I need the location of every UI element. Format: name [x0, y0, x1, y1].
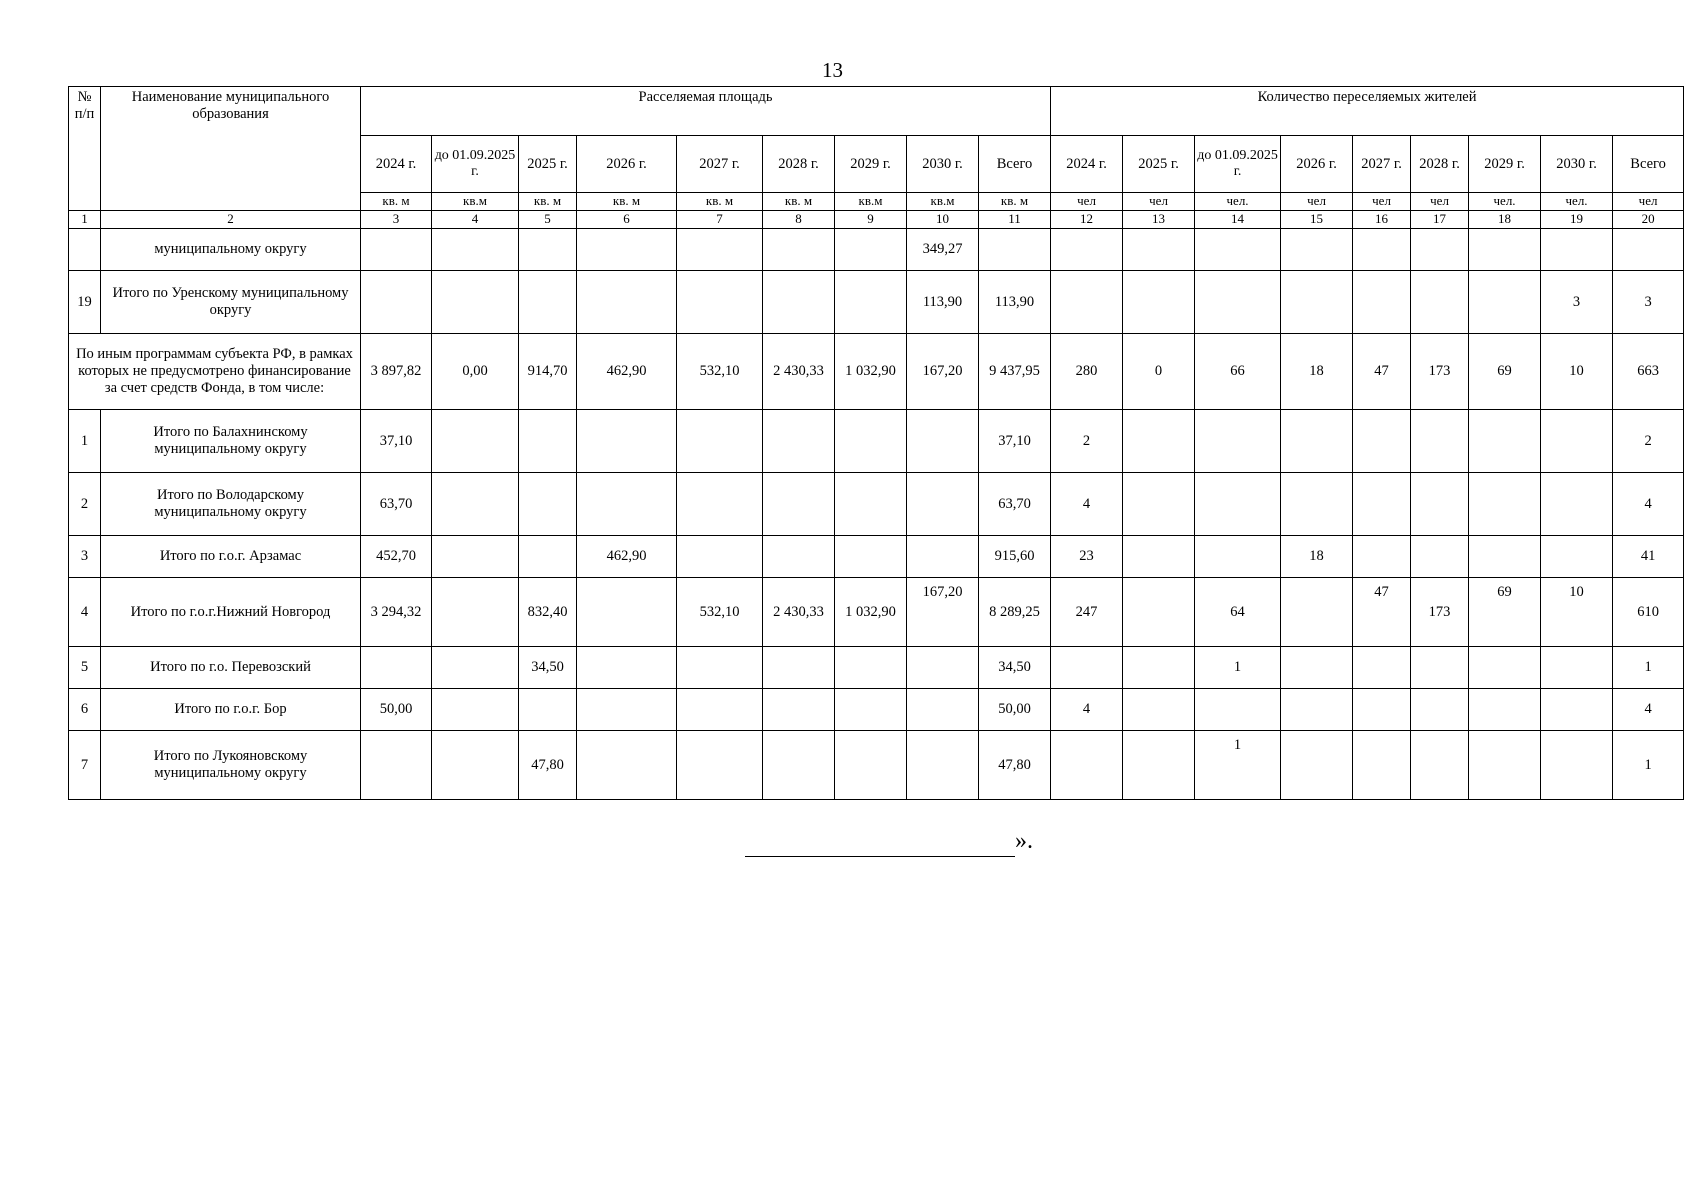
row-cell: [1051, 731, 1123, 800]
row-cell: [1195, 229, 1281, 271]
column-number: 9: [835, 211, 907, 229]
column-number: 7: [677, 211, 763, 229]
column-number: 15: [1281, 211, 1353, 229]
row-cell: 173: [1411, 578, 1469, 647]
header-residents-year: 2025 г.: [1123, 136, 1195, 193]
column-number: 17: [1411, 211, 1469, 229]
table-row: [69, 731, 1684, 800]
row-cell: [1469, 536, 1541, 578]
row-cell: 167,20: [907, 578, 979, 647]
column-number: 3: [361, 211, 432, 229]
column-number: 5: [519, 211, 577, 229]
row-cell: [1411, 271, 1469, 334]
row-cell: [1281, 578, 1353, 647]
row-cell: [1469, 229, 1541, 271]
row-cell: [1541, 689, 1613, 731]
row-cell: 462,90: [577, 536, 677, 578]
row-cell: [1051, 647, 1123, 689]
row-cell: [432, 536, 519, 578]
row-name: Итого по Володарскому муниципальному округу: [101, 473, 361, 536]
row-cell: [835, 647, 907, 689]
row-cell: [1411, 473, 1469, 536]
summary-cell: 532,10: [677, 334, 763, 410]
row-cell: 4: [1613, 689, 1684, 731]
row-cell: 8 289,25: [979, 578, 1051, 647]
resettlement-table: [68, 86, 1684, 800]
row-cell: [1123, 578, 1195, 647]
row-cell: [1353, 536, 1411, 578]
row-cell: [1469, 410, 1541, 473]
row-cell: [1281, 229, 1353, 271]
table-row: [69, 229, 1684, 271]
row-cell: [519, 410, 577, 473]
closing-underline: [745, 832, 1015, 857]
header-area-unit: кв.м: [432, 193, 519, 211]
header-residents-unit: чел: [1613, 193, 1684, 211]
header-area-year: 2024 г.: [361, 136, 432, 193]
row-cell: 1: [1613, 647, 1684, 689]
row-cell: [1353, 229, 1411, 271]
row-cell: [1541, 473, 1613, 536]
closing-quote: ».: [1015, 828, 1033, 854]
row-cell: [677, 536, 763, 578]
row-cell: [1353, 647, 1411, 689]
column-number: 19: [1541, 211, 1613, 229]
row-cell: 247: [1051, 578, 1123, 647]
row-name: муниципальному округу: [101, 229, 361, 271]
header-num: № п/п: [69, 87, 101, 211]
row-cell: [1051, 271, 1123, 334]
row-cell: [907, 647, 979, 689]
row-cell: 37,10: [979, 410, 1051, 473]
row-cell: [519, 473, 577, 536]
row-cell: [677, 473, 763, 536]
row-cell: [1411, 410, 1469, 473]
row-cell: [1123, 647, 1195, 689]
summary-cell: 0,00: [432, 334, 519, 410]
summary-cell: 1 032,90: [835, 334, 907, 410]
row-number: 3: [69, 536, 101, 578]
row-cell: [677, 271, 763, 334]
table-row: [69, 578, 1684, 647]
row-cell: [519, 689, 577, 731]
row-cell: [763, 731, 835, 800]
header-residents-year: 2024 г.: [1051, 136, 1123, 193]
row-cell: [432, 271, 519, 334]
row-number: 5: [69, 647, 101, 689]
table-row: [69, 536, 1684, 578]
row-cell: [1123, 536, 1195, 578]
row-cell: [1541, 410, 1613, 473]
row-cell: [1195, 473, 1281, 536]
row-cell: [1541, 647, 1613, 689]
row-cell: [1281, 473, 1353, 536]
row-cell: [1123, 410, 1195, 473]
row-cell: [763, 536, 835, 578]
summary-label: По иным программам субъекта РФ, в рамках которых не предусмотрено финансирование за счет средств Фонда, в том числе:: [69, 334, 361, 410]
header-area-unit: кв. м: [577, 193, 677, 211]
header-residents-year: Всего: [1613, 136, 1684, 193]
row-cell: [1353, 473, 1411, 536]
row-cell: [1123, 473, 1195, 536]
row-cell: [1353, 731, 1411, 800]
summary-cell: 3 897,82: [361, 334, 432, 410]
header-area-unit: кв. м: [361, 193, 432, 211]
table-row: [69, 689, 1684, 731]
row-cell: [1123, 689, 1195, 731]
row-cell: [432, 731, 519, 800]
column-number: 16: [1353, 211, 1411, 229]
row-cell: 915,60: [979, 536, 1051, 578]
column-number: 1: [69, 211, 101, 229]
row-name: Итого по Лукояновскому муниципальному округу: [101, 731, 361, 800]
row-cell: 3: [1613, 271, 1684, 334]
row-cell: 4: [1051, 689, 1123, 731]
header-area-year: 2030 г.: [907, 136, 979, 193]
row-cell: 113,90: [907, 271, 979, 334]
row-cell: [1469, 689, 1541, 731]
row-cell: [907, 689, 979, 731]
closing-mark: [745, 828, 1033, 857]
header-residents-unit: чел: [1411, 193, 1469, 211]
column-number: 20: [1613, 211, 1684, 229]
table-row: [69, 647, 1684, 689]
row-cell: [1051, 229, 1123, 271]
row-cell: 832,40: [519, 578, 577, 647]
row-cell: 532,10: [677, 578, 763, 647]
header-column-numbers-row: [69, 211, 1684, 229]
row-cell: [763, 229, 835, 271]
row-name: Итого по г.о.г. Арзамас: [101, 536, 361, 578]
row-number: 2: [69, 473, 101, 536]
column-number: 10: [907, 211, 979, 229]
header-area-unit: кв. м: [519, 193, 577, 211]
row-cell: [1469, 647, 1541, 689]
row-cell: [432, 689, 519, 731]
row-cell: [1541, 536, 1613, 578]
row-cell: [432, 410, 519, 473]
row-cell: [835, 689, 907, 731]
row-cell: [1411, 731, 1469, 800]
row-cell: [361, 647, 432, 689]
row-cell: 47,80: [519, 731, 577, 800]
row-cell: [907, 473, 979, 536]
row-cell: 452,70: [361, 536, 432, 578]
summary-cell: 18: [1281, 334, 1353, 410]
row-cell: [763, 271, 835, 334]
row-cell: [1281, 731, 1353, 800]
column-number: 8: [763, 211, 835, 229]
row-cell: [1411, 536, 1469, 578]
row-cell: [835, 229, 907, 271]
row-cell: [1123, 271, 1195, 334]
row-cell: [835, 473, 907, 536]
header-residents-unit: чел: [1281, 193, 1353, 211]
row-number: [69, 229, 101, 271]
row-cell: [907, 410, 979, 473]
row-cell: [577, 271, 677, 334]
row-name: Итого по г.о. Перевозский: [101, 647, 361, 689]
header-area-year: до 01.09.2025 г.: [432, 136, 519, 193]
row-cell: 3 294,32: [361, 578, 432, 647]
header-residents-unit: чел: [1123, 193, 1195, 211]
header-area-group: Расселяемая площадь: [361, 87, 1051, 136]
row-cell: [1195, 410, 1281, 473]
row-cell: 2: [1051, 410, 1123, 473]
row-cell: [361, 271, 432, 334]
summary-cell: 462,90: [577, 334, 677, 410]
summary-cell: 914,70: [519, 334, 577, 410]
row-cell: [519, 536, 577, 578]
row-cell: 41: [1613, 536, 1684, 578]
row-cell: [1281, 410, 1353, 473]
row-cell: 2: [1613, 410, 1684, 473]
row-cell: [1353, 410, 1411, 473]
row-cell: [519, 271, 577, 334]
summary-cell: 2 430,33: [763, 334, 835, 410]
header-area-year: 2025 г.: [519, 136, 577, 193]
row-cell: 4: [1613, 473, 1684, 536]
row-cell: [907, 731, 979, 800]
header-residents-year: 2029 г.: [1469, 136, 1541, 193]
summary-cell: 69: [1469, 334, 1541, 410]
summary-cell: 9 437,95: [979, 334, 1051, 410]
row-cell: 50,00: [979, 689, 1051, 731]
row-cell: 18: [1281, 536, 1353, 578]
row-cell: [577, 731, 677, 800]
row-cell: [835, 410, 907, 473]
row-name: Итого по Балахнинскому муниципальному округу: [101, 410, 361, 473]
row-cell: [1411, 229, 1469, 271]
row-cell: 10: [1541, 578, 1613, 647]
row-cell: 23: [1051, 536, 1123, 578]
row-cell: [835, 271, 907, 334]
row-cell: [1613, 229, 1684, 271]
row-cell: [577, 410, 677, 473]
row-number: 19: [69, 271, 101, 334]
row-cell: [979, 229, 1051, 271]
row-cell: [577, 647, 677, 689]
column-number: 11: [979, 211, 1051, 229]
header-area-unit: кв.м: [835, 193, 907, 211]
row-cell: [677, 731, 763, 800]
summary-cell: 663: [1613, 334, 1684, 410]
page-number: 13: [822, 58, 843, 82]
row-cell: 34,50: [979, 647, 1051, 689]
row-cell: [1411, 689, 1469, 731]
column-number: 4: [432, 211, 519, 229]
header-residents-year: до 01.09.2025 г.: [1195, 136, 1281, 193]
table-row: [69, 410, 1684, 473]
row-number: 1: [69, 410, 101, 473]
header-residents-year: 2027 г.: [1353, 136, 1411, 193]
row-cell: [907, 536, 979, 578]
row-cell: [577, 229, 677, 271]
summary-cell: 173: [1411, 334, 1469, 410]
summary-cell: 66: [1195, 334, 1281, 410]
row-cell: [677, 410, 763, 473]
row-name: Итого по г.о.г.Нижний Новгород: [101, 578, 361, 647]
header-area-unit: кв. м: [677, 193, 763, 211]
row-cell: 1: [1613, 731, 1684, 800]
row-cell: [361, 229, 432, 271]
header-residents-year: 2028 г.: [1411, 136, 1469, 193]
row-cell: 47,80: [979, 731, 1051, 800]
row-number: 7: [69, 731, 101, 800]
row-cell: 610: [1613, 578, 1684, 647]
column-number: 18: [1469, 211, 1541, 229]
row-cell: [432, 229, 519, 271]
row-cell: [1281, 689, 1353, 731]
row-number: 6: [69, 689, 101, 731]
row-cell: [677, 647, 763, 689]
header-residents-group: Количество переселяемых жителей: [1051, 87, 1684, 136]
row-cell: [763, 689, 835, 731]
row-cell: 64: [1195, 578, 1281, 647]
row-cell: 69: [1469, 578, 1541, 647]
header-residents-unit: чел: [1051, 193, 1123, 211]
summary-row: [69, 334, 1684, 410]
header-area-year: 2026 г.: [577, 136, 677, 193]
row-cell: 37,10: [361, 410, 432, 473]
row-cell: [1281, 647, 1353, 689]
row-cell: [1469, 731, 1541, 800]
row-cell: 2 430,33: [763, 578, 835, 647]
column-number: 14: [1195, 211, 1281, 229]
summary-cell: 0: [1123, 334, 1195, 410]
header-residents-year: 2030 г.: [1541, 136, 1613, 193]
table-row: [69, 473, 1684, 536]
summary-cell: 10: [1541, 334, 1613, 410]
row-name: Итого по Уренскому муниципальному округу: [101, 271, 361, 334]
header-residents-year: 2026 г.: [1281, 136, 1353, 193]
row-cell: [1541, 229, 1613, 271]
header-residents-unit: чел.: [1469, 193, 1541, 211]
table-row: [69, 271, 1684, 334]
row-cell: 4: [1051, 473, 1123, 536]
row-cell: [361, 731, 432, 800]
row-cell: [1469, 473, 1541, 536]
row-cell: [1281, 271, 1353, 334]
row-cell: 349,27: [907, 229, 979, 271]
row-cell: [835, 731, 907, 800]
row-cell: [577, 473, 677, 536]
row-cell: 63,70: [979, 473, 1051, 536]
row-cell: [1353, 689, 1411, 731]
row-cell: [763, 410, 835, 473]
row-cell: 63,70: [361, 473, 432, 536]
header-area-year: 2028 г.: [763, 136, 835, 193]
header-residents-unit: чел: [1353, 193, 1411, 211]
column-number: 2: [101, 211, 361, 229]
row-cell: [1123, 229, 1195, 271]
row-cell: [1411, 647, 1469, 689]
row-cell: [432, 647, 519, 689]
row-cell: [1469, 271, 1541, 334]
row-cell: 3: [1541, 271, 1613, 334]
row-cell: [677, 689, 763, 731]
row-cell: 113,90: [979, 271, 1051, 334]
header-residents-unit: чел.: [1195, 193, 1281, 211]
row-cell: [1195, 271, 1281, 334]
row-cell: [432, 473, 519, 536]
row-cell: [677, 229, 763, 271]
row-cell: [577, 689, 677, 731]
row-number: 4: [69, 578, 101, 647]
header-area-unit: кв. м: [763, 193, 835, 211]
summary-cell: 47: [1353, 334, 1411, 410]
row-cell: [519, 229, 577, 271]
row-cell: [1353, 271, 1411, 334]
row-cell: 1 032,90: [835, 578, 907, 647]
header-area-year: 2029 г.: [835, 136, 907, 193]
row-cell: 34,50: [519, 647, 577, 689]
row-cell: 47: [1353, 578, 1411, 647]
row-cell: [763, 473, 835, 536]
column-number: 12: [1051, 211, 1123, 229]
row-cell: [1541, 731, 1613, 800]
header-residents-unit: чел.: [1541, 193, 1613, 211]
header-name: Наименование муниципального образования: [101, 87, 361, 211]
row-cell: [577, 578, 677, 647]
row-cell: [432, 578, 519, 647]
row-cell: 1: [1195, 731, 1281, 800]
summary-cell: 280: [1051, 334, 1123, 410]
column-number: 13: [1123, 211, 1195, 229]
row-cell: 1: [1195, 647, 1281, 689]
header-area-unit: кв. м: [979, 193, 1051, 211]
row-cell: [1123, 731, 1195, 800]
row-cell: [1195, 689, 1281, 731]
header-area-year: Всего: [979, 136, 1051, 193]
row-cell: [835, 536, 907, 578]
row-cell: [1195, 536, 1281, 578]
summary-cell: 167,20: [907, 334, 979, 410]
header-group-row: [69, 87, 1684, 136]
header-area-year: 2027 г.: [677, 136, 763, 193]
header-area-unit: кв.м: [907, 193, 979, 211]
column-number: 6: [577, 211, 677, 229]
row-cell: [763, 647, 835, 689]
row-name: Итого по г.о.г. Бор: [101, 689, 361, 731]
row-cell: 50,00: [361, 689, 432, 731]
